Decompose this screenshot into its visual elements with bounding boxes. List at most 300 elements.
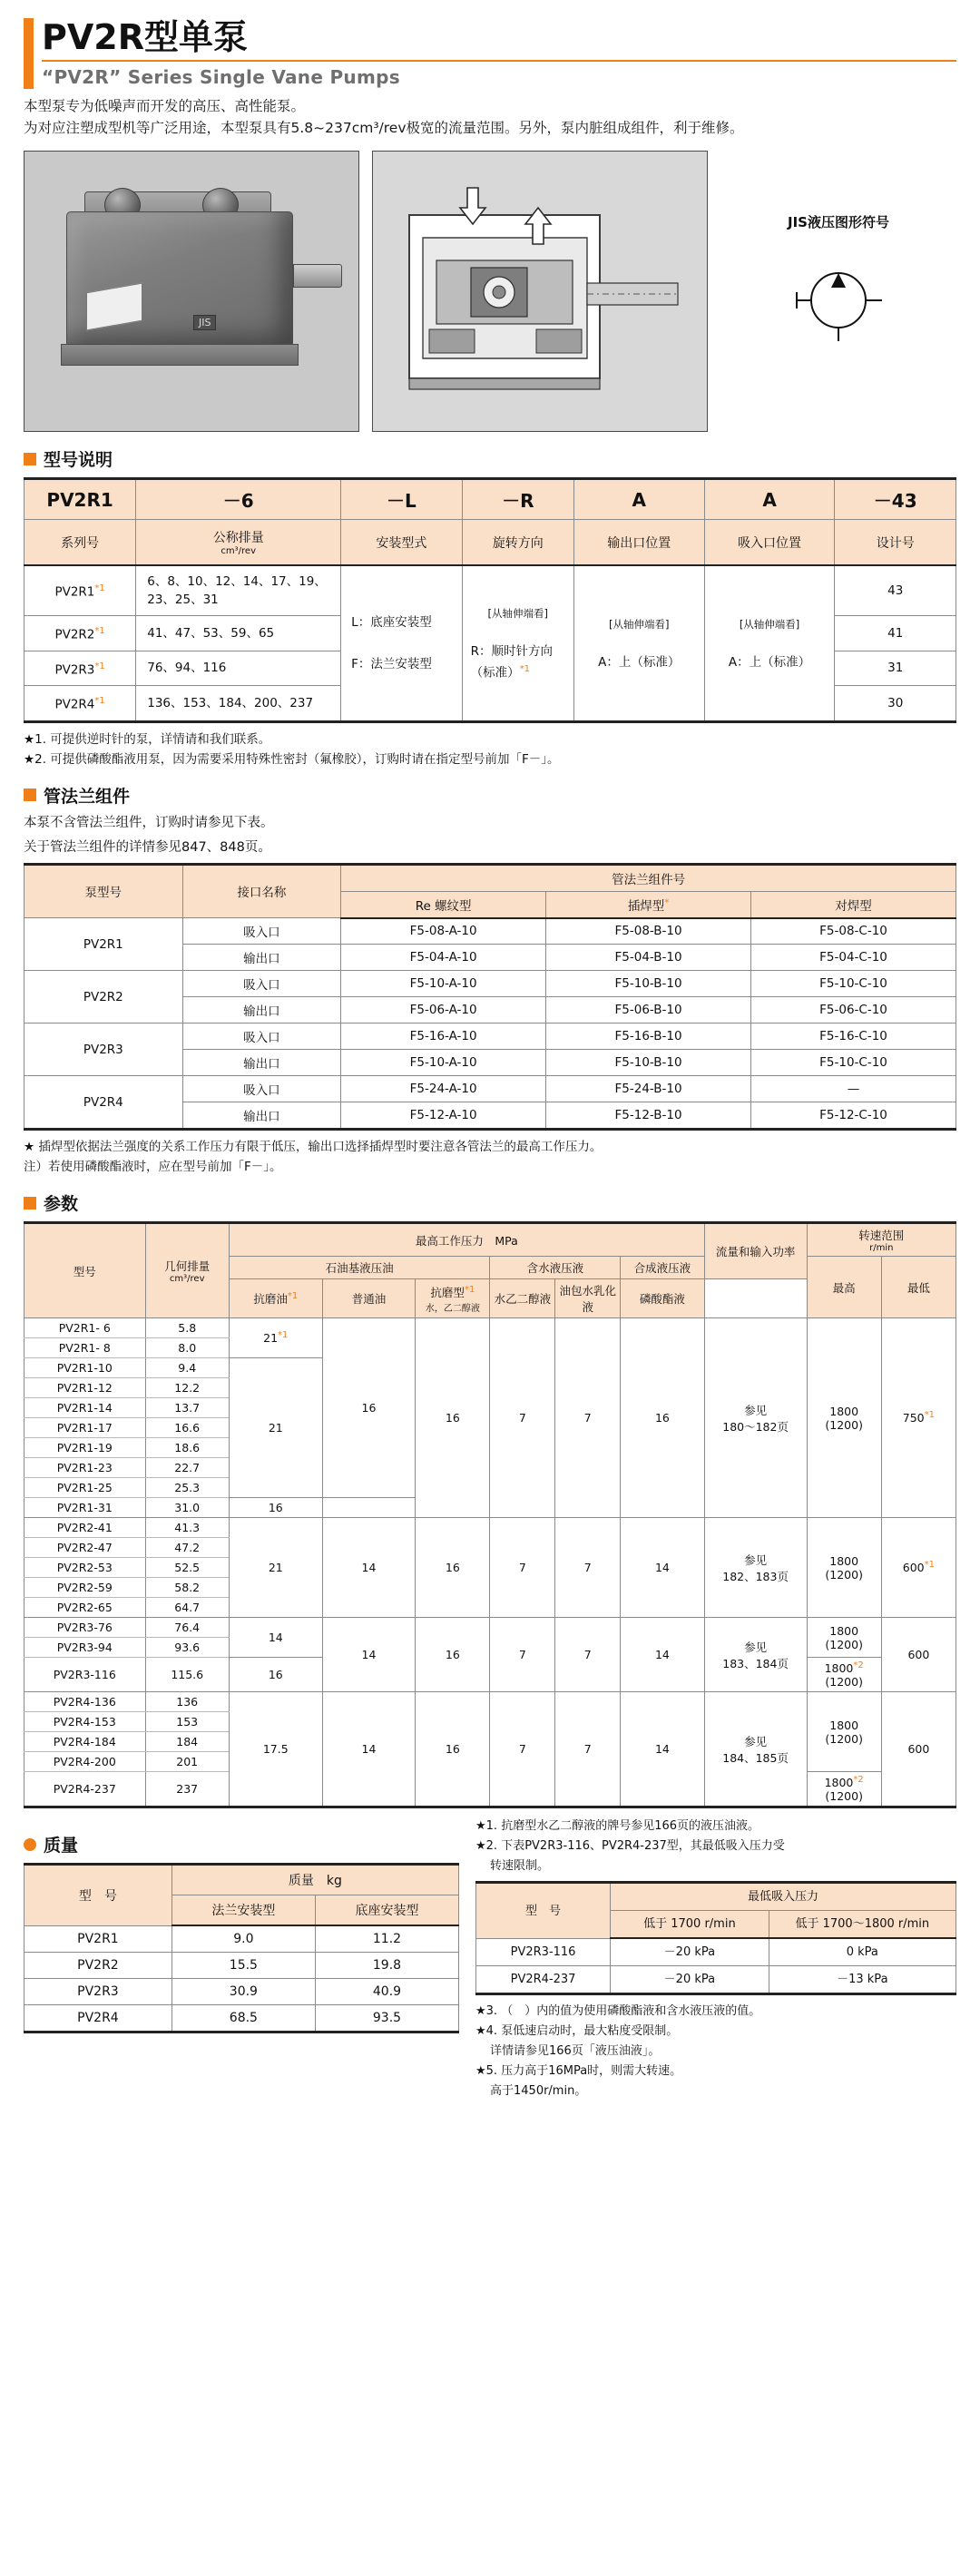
param-wear-cell: 21 (229, 1358, 322, 1498)
param-power-pages: 183、184页 (722, 1656, 789, 1670)
suction-col-model: 型 号 (476, 1883, 611, 1939)
param-col-model: 型号 (24, 1223, 146, 1318)
param-col-synth: 合成液压液 (621, 1257, 704, 1279)
param-phos-cell: 7 (555, 1618, 621, 1692)
param-disp-cell: 41.3 (145, 1518, 229, 1538)
design-no-cell: 41 (835, 616, 956, 651)
param-disp-cell: 237 (145, 1772, 229, 1807)
mass-flange-cell: 30.9 (172, 1979, 315, 2005)
param-power-text: 参见 (744, 1734, 768, 1748)
param-disp-cell: 16.6 (145, 1418, 229, 1438)
jis-symbol-graphic (784, 250, 893, 354)
parameters-table (24, 1221, 956, 1808)
figure-band (24, 151, 956, 432)
right-note-2a: ★2. 下表PV2R3-116、PV2R4-237型，其最低吸入压力受 (475, 1839, 785, 1854)
hydraulic-pump-symbol-icon (784, 250, 893, 350)
inport-text: A：上（标准） (728, 654, 811, 670)
flange-port-cell: 输出口 (182, 1050, 341, 1076)
table-row (24, 1692, 956, 1712)
flange-note-1: ★ 插焊型依据法兰强度的关系工作压力有限于低压，输出口选择插焊型时要注意各管法兰的最高工作压力。 (24, 1140, 603, 1154)
param-power-cell (704, 1318, 807, 1518)
flange-col-pump: 泵型号 (24, 864, 183, 918)
param-model-cell: PV2R4-153 (24, 1712, 146, 1732)
model-code-cell: －43 (835, 479, 956, 520)
param-col-phos: 磷酸酯液 (621, 1279, 704, 1318)
param-disp-cell: 52.5 (145, 1558, 229, 1578)
param-disp-cell: 9.4 (145, 1358, 229, 1378)
param-min-cell: 600 (881, 1618, 956, 1692)
param-synth-cell: 14 (621, 1618, 704, 1692)
param-footnote-mark: *1 (464, 1284, 475, 1295)
param-header-row-1 (24, 1223, 956, 1257)
param-normal-cell: 14 (322, 1692, 416, 1807)
param-col-speed-max: 最高 (807, 1257, 881, 1318)
param-disp-cell: 22.7 (145, 1458, 229, 1478)
rotation-text: R：顺时针方向（标准）$^{*1}$ (470, 644, 554, 681)
param-model-cell: PV2R1- 6 (24, 1318, 146, 1338)
param-model-cell: PV2R1-31 (24, 1498, 146, 1518)
model-label-row (24, 520, 956, 566)
title-accent-bar (24, 18, 34, 89)
flange-insert-cell: F5-10-B-10 (546, 1050, 751, 1076)
param-model-cell: PV2R1-25 (24, 1478, 146, 1498)
param-power-cell (704, 1692, 807, 1807)
mass-base-cell: 40.9 (315, 1979, 458, 2005)
param-disp-cell: 12.2 (145, 1378, 229, 1398)
param-model-cell: PV2R2-41 (24, 1518, 146, 1538)
section-marker-square-icon (24, 1197, 36, 1210)
model-label-cell: 设计号 (835, 520, 956, 566)
outport-cell (573, 565, 704, 721)
right-note-4b: 详情请参见166页「液压油液」。 (490, 2044, 661, 2059)
param-max-paren: (1200) (825, 1567, 863, 1582)
pump-base (61, 344, 299, 366)
mount-l-text: L：底座安装型 (351, 614, 432, 630)
table-row (24, 971, 956, 997)
flange-re-cell: F5-24-A-10 (341, 1076, 546, 1102)
param-wear-cell: 17.5 (229, 1692, 322, 1807)
param-wg-cell: 16 (416, 1618, 490, 1692)
intro-line-2: 为对应注塑成型机等广泛用途，本型泵具有5.8~237cm³/rev极宽的流量范围。另外，泵内脏组成组件，利于维修。 (24, 120, 744, 136)
param-col-wear2-sub: 水，乙二醇液 (425, 1303, 480, 1314)
series-cell (24, 565, 136, 616)
param-normal-cell: 16 (322, 1318, 416, 1498)
right-notes-block (475, 1817, 956, 2102)
model-notes (24, 730, 956, 769)
flange-re-cell: F5-04-A-10 (341, 945, 546, 971)
param-max-cell: 1800$^{*2}$ (1200) (807, 1658, 881, 1692)
param-col-power: 流量和输入功率 (704, 1223, 807, 1279)
param-model-cell: PV2R3-76 (24, 1618, 146, 1638)
jis-symbol-label: JIS液压图形符号 (788, 214, 889, 230)
mount-f-text: F：法兰安装型 (351, 656, 432, 671)
param-col-speed-main: 转速范围 (858, 1229, 905, 1242)
model-code-cell: A (573, 479, 704, 520)
param-col-wear: 抗磨油$^{*1}$ (229, 1279, 322, 1318)
param-power-pages: 182、183页 (722, 1569, 789, 1583)
flange-insert-cell: F5-10-B-10 (546, 971, 751, 997)
param-synth-cell: 14 (621, 1518, 704, 1618)
param-model-cell: PV2R2-53 (24, 1558, 146, 1578)
param-normal-cell: 16 (229, 1498, 322, 1518)
param-col-disp-unit: cm³/rev (169, 1274, 205, 1284)
param-wg-cell: 16 (416, 1518, 490, 1618)
param-disp-cell: 31.0 (145, 1498, 229, 1518)
title-divider (42, 60, 956, 62)
param-max-text: 1800 (829, 1404, 859, 1418)
pump-shaft (293, 264, 342, 288)
param-phos-cell: 7 (555, 1518, 621, 1618)
param-model-cell: PV2R1-14 (24, 1398, 146, 1418)
series-footnote-mark: *1 (94, 696, 105, 706)
series-cell (24, 616, 136, 651)
param-normal-cell: 14 (322, 1618, 416, 1692)
flange-re-cell: F5-16-A-10 (341, 1024, 546, 1050)
param-footnote-mark: *1 (278, 1330, 289, 1341)
flange-col-butt: 对焊型 (751, 891, 956, 918)
param-power-text: 参见 (744, 1403, 768, 1417)
param-max-cell (807, 1318, 881, 1518)
cross-section-svg (373, 152, 708, 432)
displacement-cell: 6、8、10、12、14、17、19、23、25、31 (136, 565, 341, 616)
param-max-cell: 1800$^{*2}$ (1200) (807, 1772, 881, 1807)
flange-butt-cell: F5-16-C-10 (751, 1024, 956, 1050)
design-no-cell: 30 (835, 686, 956, 722)
flange-pump-cell: PV2R2 (24, 971, 183, 1024)
param-disp-cell: 47.2 (145, 1538, 229, 1558)
section-heading-param (24, 1190, 956, 1215)
param-disp-cell: 76.4 (145, 1618, 229, 1638)
table-row (24, 1318, 956, 1338)
suction-range-cell: 0 kPa (769, 1938, 956, 1966)
page-subtitle: “PV2R” Series Single Vane Pumps (42, 66, 400, 88)
param-max-cell (807, 1518, 881, 1618)
param-power-cell (704, 1618, 807, 1692)
flange-port-cell: 输出口 (182, 997, 341, 1024)
param-max-text: 1800 (829, 1718, 859, 1732)
right-note-3: ★3. （ ）内的值为使用磷酸酯液和含水液压液的值。 (475, 2004, 761, 2019)
model-code-cell: －6 (136, 479, 341, 520)
param-model-cell: PV2R1-17 (24, 1418, 146, 1438)
param-model-cell: PV2R1-23 (24, 1458, 146, 1478)
flange-butt-cell: F5-12-C-10 (751, 1102, 956, 1130)
rotation-cell (462, 565, 573, 721)
suction-col-below: 低于 1700 r/min (611, 1911, 769, 1939)
section-marker-dot-icon (24, 1838, 36, 1851)
flange-footnote-mark: * (664, 897, 670, 907)
flange-para-2: 关于管法兰组件的详情参见847、848页。 (24, 839, 271, 855)
model-code-cell: A (704, 479, 835, 520)
flange-note-2: 注）若使用磷酸酯液时，应在型号前加「F－」。 (24, 1160, 282, 1174)
table-row (24, 1076, 956, 1102)
param-power-pages: 184、185页 (722, 1750, 789, 1765)
param-col-water: 含水液压液 (490, 1257, 621, 1279)
flange-col-insert: 插焊型* (546, 891, 751, 918)
param-wg-cell: 16 (416, 1318, 490, 1518)
param-max-cell (807, 1618, 881, 1658)
page-title: PV2R型单泵 (42, 17, 248, 57)
mass-model-cell: PV2R2 (24, 1953, 172, 1979)
param-normal-cell: 14 (322, 1518, 416, 1618)
mass-flange-cell: 15.5 (172, 1953, 315, 1979)
section-heading-flange (24, 783, 956, 808)
param-model-cell: PV2R1-10 (24, 1358, 146, 1378)
section-heading-mass (24, 1832, 459, 1856)
flange-pump-cell: PV2R1 (24, 918, 183, 971)
table-row (24, 2005, 459, 2032)
mass-model-cell: PV2R1 (24, 1925, 172, 1953)
model-code-row (24, 479, 956, 520)
param-wg-cell: 16 (416, 1692, 490, 1807)
displacement-cell: 136、153、184、200、237 (136, 686, 341, 722)
flange-re-cell: F5-06-A-10 (341, 997, 546, 1024)
suction-model-cell: PV2R3-116 (476, 1938, 611, 1966)
mass-col-flange: 法兰安装型 (172, 1895, 315, 1926)
bottom-area (24, 1817, 956, 2102)
param-max-paren: (1200) (825, 1731, 863, 1746)
flange-port-cell: 吸入口 (182, 971, 341, 997)
param-max-paren: (1200) (825, 1789, 863, 1804)
rotation-view-note: [从轴伸端看] (487, 607, 549, 620)
mass-col-base: 底座安装型 (315, 1895, 458, 1926)
param-col-speedrange (807, 1223, 956, 1257)
param-model-cell: PV2R1-19 (24, 1438, 146, 1458)
param-col-wg: 水乙二醇液 (490, 1279, 555, 1318)
table-row (24, 1953, 459, 1979)
param-wear-cell: 14 (229, 1618, 322, 1658)
intro-line-1: 本型泵专为低噪声而开发的高压、高性能泵。 (24, 98, 306, 114)
param-max-cell (807, 1692, 881, 1772)
param-col-disp (145, 1223, 229, 1318)
right-note-4a: ★4. 泵低速启动时，最大粘度受限制。 (475, 2024, 679, 2039)
param-wear-cell: 16 (229, 1658, 322, 1692)
flange-butt-cell: F5-10-C-10 (751, 1050, 956, 1076)
flange-insert-cell: F5-16-B-10 (546, 1024, 751, 1050)
section-heading-flange-text: 管法兰组件 (44, 786, 131, 807)
model-label-cell (136, 520, 341, 566)
suction-range-cell: －13 kPa (769, 1966, 956, 1994)
flange-re-cell: F5-10-A-10 (341, 971, 546, 997)
param-col-normal: 普通油 (322, 1279, 416, 1318)
section-heading-mass-text: 质量 (44, 1836, 79, 1856)
jis-symbol-figure (720, 151, 956, 432)
mass-col-mass: 质量 kg (172, 1865, 458, 1895)
param-footnote-mark: *2 (853, 1775, 864, 1786)
flange-re-cell: F5-12-A-10 (341, 1102, 546, 1130)
flange-port-cell: 吸入口 (182, 1024, 341, 1050)
inport-cell (704, 565, 835, 721)
param-power-text: 参见 (744, 1640, 768, 1654)
flange-insert-cell: F5-08-B-10 (546, 918, 751, 945)
param-min-cell: 600 (881, 1692, 956, 1807)
param-min-cell: 750$^{*1}$ (881, 1318, 956, 1518)
param-footnote-mark: *1 (924, 1560, 935, 1571)
suction-model-cell: PV2R4-237 (476, 1966, 611, 1994)
param-model-cell: PV2R4-200 (24, 1752, 146, 1772)
pump-tag-label: JIS (193, 315, 216, 330)
flange-para-1: 本泵不含管法兰组件，订购时请参见下表。 (24, 815, 274, 830)
design-no-cell: 31 (835, 651, 956, 686)
param-disp-cell: 153 (145, 1712, 229, 1732)
rotation-footnote-mark: *1 (519, 664, 531, 674)
flange-pump-cell: PV2R4 (24, 1076, 183, 1130)
page-header (24, 16, 956, 88)
param-disp-cell: 5.8 (145, 1318, 229, 1338)
series-name: PV2R4 (54, 697, 95, 712)
mounting-cell (341, 565, 463, 721)
flange-re-cell: F5-08-A-10 (341, 918, 546, 945)
param-model-cell: PV2R4-136 (24, 1692, 146, 1712)
param-col-wear2: 抗磨型$^{*1}$ 水，乙二醇液 (416, 1279, 490, 1318)
flange-pump-cell: PV2R3 (24, 1024, 183, 1076)
param-oil-cell: 7 (490, 1318, 555, 1518)
param-disp-cell: 184 (145, 1732, 229, 1752)
param-disp-cell: 93.6 (145, 1638, 229, 1658)
param-model-cell: PV2R4-237 (24, 1772, 146, 1807)
mass-block (24, 1817, 459, 2033)
model-note-1: ★1. 可提供逆时针的泵，详情请和我们联系。 (24, 731, 271, 747)
right-note-5b: 高于1450r/min。 (490, 2084, 587, 2099)
model-label-cell: 输出口位置 (573, 520, 704, 566)
flange-col-re: Re 螺纹型 (341, 891, 546, 918)
param-col-oilinwater: 油包水乳化液 (555, 1279, 621, 1318)
model-label-main: 公称排量 (212, 531, 264, 545)
param-wear-cell: 21$^{*1}$ (229, 1318, 322, 1358)
outport-text: A：上（标准） (598, 654, 681, 670)
series-footnote-mark: *1 (94, 661, 105, 671)
param-wear-cell: 21 (229, 1518, 322, 1618)
table-row (24, 1925, 459, 1953)
param-synth-cell: 14 (621, 1692, 704, 1807)
displacement-cell: 41、47、53、59、65 (136, 616, 341, 651)
param-max-text: 1800 (829, 1553, 859, 1568)
mass-col-model: 型 号 (24, 1865, 172, 1926)
mass-flange-cell: 9.0 (172, 1925, 315, 1953)
param-model-cell: PV2R1-12 (24, 1378, 146, 1398)
param-disp-cell: 115.6 (145, 1658, 229, 1692)
param-phos-cell: 7 (555, 1318, 621, 1518)
right-note-5a: ★5. 压力高于16MPa时，则需大转速。 (475, 2064, 682, 2079)
flange-col-port: 接口名称 (182, 864, 341, 918)
mass-header-row-1 (24, 1865, 459, 1895)
table-row (24, 1618, 956, 1638)
param-col-disp-main: 几何排量 (164, 1259, 211, 1273)
mass-flange-cell: 68.5 (172, 2005, 315, 2032)
model-code-cell: －L (341, 479, 463, 520)
param-max-text: 1800 (829, 1623, 859, 1638)
flange-port-cell: 吸入口 (182, 1076, 341, 1102)
flange-butt-cell: F5-04-C-10 (751, 945, 956, 971)
flange-port-cell: 输出口 (182, 1102, 341, 1130)
table-row (24, 1979, 459, 2005)
param-max-paren: (1200) (825, 1637, 863, 1651)
param-model-cell: PV2R2-47 (24, 1538, 146, 1558)
flange-port-cell: 输出口 (182, 945, 341, 971)
flange-header-row-1 (24, 864, 956, 891)
param-disp-cell: 8.0 (145, 1338, 229, 1358)
table-row (476, 1938, 956, 1966)
param-oil-cell: 7 (490, 1518, 555, 1618)
param-model-cell: PV2R3-94 (24, 1638, 146, 1658)
mass-model-cell: PV2R4 (24, 2005, 172, 2032)
inport-view-note: [从轴伸端看] (739, 617, 800, 631)
param-disp-cell: 201 (145, 1752, 229, 1772)
series-cell (24, 651, 136, 686)
flange-assembly-table (24, 863, 956, 1131)
design-no-cell: 43 (835, 565, 956, 616)
param-power-pages: 180～182页 (722, 1419, 789, 1434)
series-footnote-mark: *1 (94, 583, 105, 594)
section-heading-model (24, 446, 956, 471)
model-label-cell: 吸入口位置 (704, 520, 835, 566)
param-model-cell: PV2R1- 8 (24, 1338, 146, 1358)
suction-pressure-table (475, 1881, 956, 1995)
right-note-2b: 转速限制。 (490, 1859, 550, 1874)
flange-notes (24, 1138, 956, 1176)
flange-butt-cell: F5-06-C-10 (751, 997, 956, 1024)
model-label-cell: 安装型式 (341, 520, 463, 566)
section-heading-param-text: 参数 (44, 1194, 79, 1214)
param-power-cell (704, 1518, 807, 1618)
table-row (476, 1966, 956, 1994)
series-name: PV2R3 (54, 662, 95, 677)
model-designation-table (24, 477, 956, 723)
param-col-speed-min: 最低 (881, 1257, 956, 1318)
flange-insert-cell: F5-04-B-10 (546, 945, 751, 971)
outport-view-note: [从轴伸端看] (609, 617, 670, 631)
param-col-speed-unit: r/min (869, 1243, 894, 1253)
param-footnote-mark: *2 (853, 1660, 864, 1670)
flange-insert-cell: F5-06-B-10 (546, 997, 751, 1024)
param-min-cell: 600$^{*1}$ (881, 1518, 956, 1618)
suction-col-range: 低于 1700～1800 r/min (769, 1911, 956, 1939)
param-disp-cell: 25.3 (145, 1478, 229, 1498)
param-model-cell: PV2R4-184 (24, 1732, 146, 1752)
param-col-maxpressure: 最高工作压力 MPa (229, 1223, 704, 1257)
param-disp-cell: 18.6 (145, 1438, 229, 1458)
mass-base-cell: 19.8 (315, 1953, 458, 1979)
model-code-cell: PV2R1 (24, 479, 136, 520)
suction-col-title: 最低吸入压力 (611, 1883, 956, 1911)
param-disp-cell: 64.7 (145, 1598, 229, 1618)
param-power-text: 参见 (744, 1552, 768, 1567)
param-max-paren: (1200) (825, 1417, 863, 1432)
suction-below-cell: －20 kPa (611, 1966, 769, 1994)
intro-text (24, 96, 956, 138)
table-row (24, 1518, 956, 1538)
param-synth-cell: 16 (621, 1318, 704, 1518)
pump-cross-section-diagram (372, 151, 708, 432)
table-row (24, 1024, 956, 1050)
mass-base-cell: 93.5 (315, 2005, 458, 2032)
section-heading-model-text: 型号说明 (44, 450, 113, 470)
model-label-cell: 系列号 (24, 520, 136, 566)
param-model-cell: PV2R2-65 (24, 1598, 146, 1618)
pump-photo (24, 151, 359, 432)
flange-insert-cell: F5-12-B-10 (546, 1102, 751, 1130)
param-oil-cell: 7 (490, 1692, 555, 1807)
flange-col-group: 管法兰组件号 (341, 864, 956, 891)
flange-butt-cell: — (751, 1076, 956, 1102)
param-model-cell: PV2R3-116 (24, 1658, 146, 1692)
series-cell (24, 686, 136, 722)
series-name: PV2R1 (54, 584, 95, 600)
displacement-cell: 76、94、116 (136, 651, 341, 686)
param-disp-cell: 13.7 (145, 1398, 229, 1418)
param-max-paren: (1200) (825, 1675, 863, 1690)
section-marker-square-icon (24, 453, 36, 465)
table-row (24, 918, 956, 945)
